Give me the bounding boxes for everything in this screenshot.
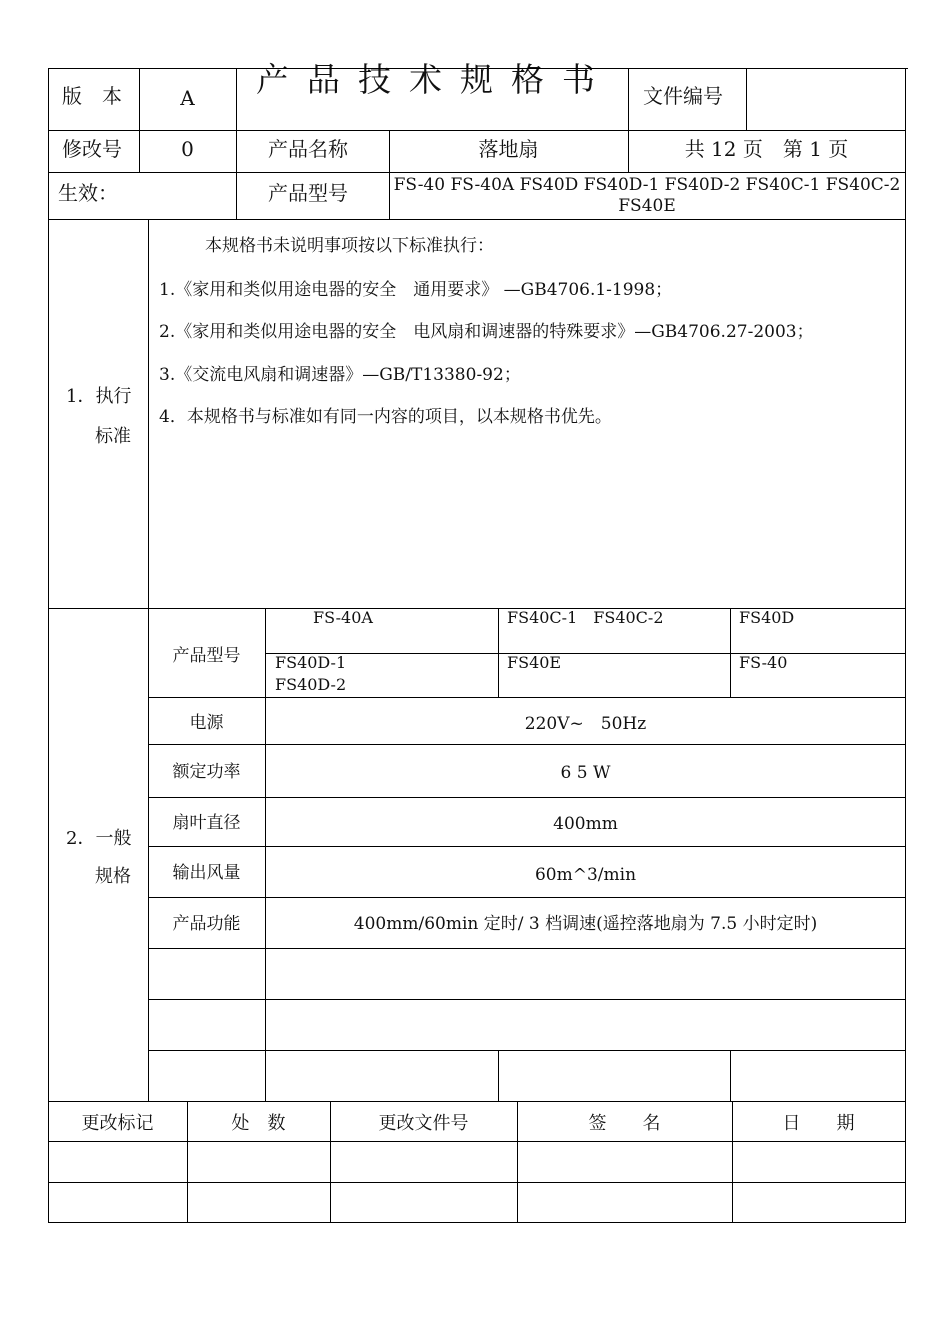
standard-item: 1.《家用和类似用途电器的安全 通用要求》 —GB4706.1-1998； bbox=[159, 280, 673, 300]
section2-col-line bbox=[265, 608, 266, 1101]
section-divider bbox=[48, 1101, 906, 1102]
model-label: 产品型号 bbox=[172, 646, 241, 666]
effective-label: 生效： bbox=[58, 181, 118, 205]
model-cell: FS-40A bbox=[313, 608, 373, 627]
model-label: 产品型号 bbox=[268, 181, 348, 205]
spec-value-functions: 400mm/60min 定时/ 3 档调速(遥控落地扇为 7.5 小时定时) bbox=[353, 914, 818, 934]
spec-row-line bbox=[148, 1050, 906, 1051]
doc-number-label: 文件编号 bbox=[643, 84, 723, 108]
model-cell: FS40D-1 bbox=[275, 653, 347, 672]
changelog-header-date: 日 期 bbox=[782, 1113, 855, 1134]
model-cell: FS40E bbox=[507, 653, 562, 672]
model-cell-cont: FS40D-2 bbox=[275, 675, 347, 694]
spec-row-line bbox=[148, 697, 906, 698]
blank-grid-line bbox=[498, 1050, 499, 1101]
changelog-row-line bbox=[48, 1141, 906, 1142]
section1-col-line bbox=[148, 219, 149, 608]
changelog-header-count: 处 数 bbox=[231, 1113, 286, 1134]
model-grid-line bbox=[265, 653, 906, 654]
spec-value-airflow: 60m^3/min bbox=[534, 865, 637, 885]
standard-item: 3.《交流电风扇和调速器》—GB/T13380-92； bbox=[159, 365, 521, 385]
version-value: A bbox=[180, 86, 195, 110]
title-rule bbox=[48, 68, 908, 69]
changelog-bottom-border bbox=[48, 1222, 906, 1223]
header-row-line bbox=[48, 219, 906, 220]
changelog-row-line bbox=[48, 1182, 906, 1183]
standard-item: 2.《家用和类似用途电器的安全 电风扇和调速器的特殊要求》—GB4706.27-2003； bbox=[159, 322, 814, 342]
version-label: 版 本 bbox=[62, 84, 122, 108]
product-name-label: 产品名称 bbox=[268, 137, 348, 161]
header-row-line bbox=[48, 130, 906, 131]
page-count: 共 12 页 第 1 页 bbox=[684, 137, 849, 161]
header-col-line bbox=[236, 68, 237, 219]
outer-left-border bbox=[48, 68, 49, 1223]
spec-label-functions: 产品功能 bbox=[172, 914, 241, 934]
spec-row-line bbox=[148, 744, 906, 745]
spec-label-airflow: 输出风量 bbox=[172, 863, 241, 883]
document-title: 产品技术规格书 bbox=[256, 60, 613, 99]
spec-label-power-supply: 电源 bbox=[189, 713, 224, 733]
product-name-value: 落地扇 bbox=[478, 137, 539, 161]
blank-grid-line bbox=[730, 1050, 731, 1101]
spec-row-line bbox=[148, 948, 906, 949]
header-col-line bbox=[628, 68, 629, 130]
changelog-header-docno: 更改文件号 bbox=[378, 1113, 469, 1134]
section2-col-line bbox=[148, 608, 149, 1101]
spec-value-blade-diameter: 400mm bbox=[553, 814, 618, 834]
changelog-header-signature: 签 名 bbox=[588, 1113, 661, 1134]
section1-label-cont: 标准 bbox=[95, 426, 131, 447]
section2-label-cont: 规格 bbox=[95, 866, 131, 887]
spec-row-line bbox=[148, 999, 906, 1000]
spec-value-power-supply: 220V~ 50Hz bbox=[524, 714, 647, 734]
changelog-header-mark: 更改标记 bbox=[81, 1113, 154, 1134]
standards-intro: 本规格书未说明事项按以下标准执行： bbox=[205, 236, 494, 256]
revision-value: 0 bbox=[181, 137, 194, 161]
model-value-cont: FS40E bbox=[618, 196, 676, 216]
spec-label-blade-diameter: 扇叶直径 bbox=[172, 813, 241, 833]
header-row-line bbox=[48, 172, 906, 173]
standard-item: 4．本规格书与标准如有同一内容的项目，以本规格书优先。 bbox=[159, 407, 612, 427]
revision-label: 修改号 bbox=[62, 137, 122, 161]
model-cell: FS-40 bbox=[739, 653, 788, 672]
header-col-line bbox=[746, 68, 747, 130]
section2-label: 2．一般 bbox=[66, 828, 132, 849]
spec-row-line bbox=[148, 797, 906, 798]
model-value: FS-40 FS-40A FS40D FS40D-1 FS40D-2 FS40C-1 FS40C-2 bbox=[393, 175, 901, 195]
model-cell: FS40D bbox=[739, 608, 795, 627]
section1-label: 1．执行 bbox=[66, 386, 132, 407]
spec-row-line bbox=[148, 846, 906, 847]
spec-value-rated-power: 6 5 W bbox=[560, 763, 611, 783]
model-cell: FS40C-1 FS40C-2 bbox=[507, 608, 664, 627]
spec-row-line bbox=[148, 897, 906, 898]
spec-label-rated-power: 额定功率 bbox=[172, 762, 241, 782]
